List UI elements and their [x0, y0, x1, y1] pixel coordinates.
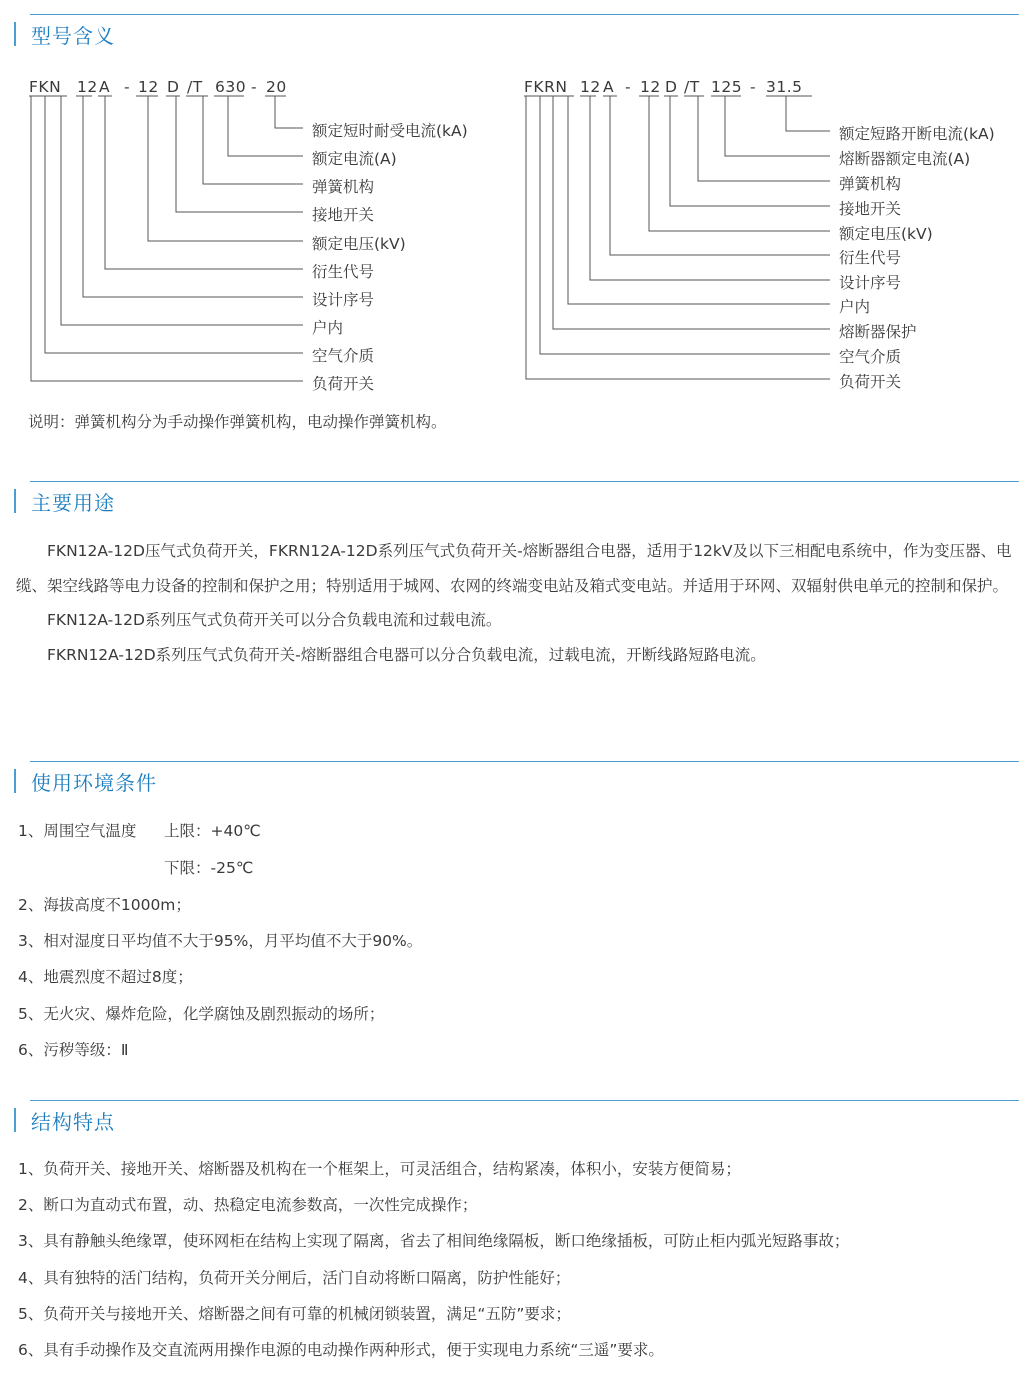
section-title: 主要用途: [31, 491, 115, 515]
model-label: 负荷开关: [312, 375, 375, 393]
model-label: 空气介质: [839, 348, 902, 366]
model-label: 空气介质: [312, 347, 375, 365]
code-part: A: [99, 78, 111, 96]
section-header-structure: [14, 1100, 1019, 1134]
structure-item: 3、具有静触头绝缘罩，使环网柜在结构上实现了隔离，省去了相间绝缘隔板，断口绝缘插板，可防止柜内弧光短路事故；: [18, 1232, 850, 1250]
usage-paragraph: FKRN12A-12D系列压气式负荷开关-熔断器组合电器可以分合负载电流，过载电流，开断线路短路电流。: [47, 645, 766, 664]
model-label: 衍生代号: [839, 249, 902, 267]
code-part: 125: [711, 78, 743, 96]
section-rule: [30, 761, 1019, 762]
code-part: 12: [580, 78, 601, 96]
model-label: 熔断器保护: [839, 323, 917, 341]
code-part: /T: [684, 78, 700, 96]
section-marker: [14, 1108, 16, 1132]
env-item: 5、无火灾、爆炸危险，化学腐蚀及剧烈振动的场所；: [18, 1005, 385, 1023]
env-lower-limit: 下限：-25℃: [164, 859, 254, 877]
model-label: 弹簧机构: [839, 175, 902, 193]
model-note: 说明：弹簧机构分为手动操作弹簧机构，电动操作弹簧机构。: [28, 413, 447, 431]
code-part: 12: [138, 78, 159, 96]
code-part: FKRN: [524, 78, 568, 96]
env-upper-limit: 上限：+40℃: [164, 822, 261, 840]
model-label: 额定电压(kV): [839, 225, 933, 243]
section-rule: [30, 481, 1019, 482]
usage-text: [16, 534, 1022, 672]
structure-item: 4、具有独特的活门结构，负荷开关分闸后，活门自动将断口隔离，防护性能好；: [18, 1269, 571, 1287]
model-label: 弹簧机构: [312, 178, 375, 196]
model-label: 户内: [312, 319, 344, 337]
code-part: A: [603, 78, 615, 96]
model-label: 衍生代号: [312, 263, 375, 281]
model-label: 额定电压(kV): [312, 235, 406, 253]
code-part: -: [124, 78, 131, 96]
code-part: 12: [77, 78, 98, 96]
model-label: 熔断器额定电流(A): [839, 150, 971, 168]
env-item: 2、海拔高度不1000m；: [18, 896, 191, 914]
section-marker: [14, 489, 16, 513]
structure-item: 1、负荷开关、接地开关、熔断器及机构在一个框架上，可灵活组合，结构紧凑，体积小，安装方便简易；: [18, 1160, 741, 1178]
model-label: 户内: [839, 298, 871, 316]
env-item: 4、地震烈度不超过8度；: [18, 968, 193, 986]
code-part: -: [251, 78, 258, 96]
usage-paragraph: FKN12A-12D系列压气式负荷开关可以分合负载电流和过载电流。: [47, 611, 502, 629]
section-marker: [14, 769, 16, 793]
usage-paragraph: FKN12A-12D压气式负荷开关，FKRN12A-12D系列压气式负荷开关-熔断器组合电器，适用于12kV及以下三相配电系统中，作为变压器、电缆、架空线路等电力设备的控制和保护之用；特别适用于城网、农网的终端变电站及箱式变电站。并适用于环网、双辐射供电单元的控制和保护。: [16, 542, 1012, 595]
model-label: 设计序号: [312, 291, 375, 309]
code-part: -: [625, 78, 632, 96]
structure-item: 6、具有手动操作及交直流两用操作电源的电动操作两种形式，便于实现电力系统“三遥”要求。: [18, 1341, 664, 1359]
env-item: 3、相对湿度日平均值不大于95%，月平均值不大于90%。: [18, 932, 423, 950]
env-item: 6、污秽等级：Ⅱ: [18, 1041, 129, 1059]
section-header-environment: [14, 761, 1019, 795]
code-part: 630: [215, 78, 247, 96]
structure-item: 5、负荷开关与接地开关、熔断器之间有可靠的机械闭锁装置，满足“五防”要求；: [18, 1305, 571, 1323]
model-label: 额定短路开断电流(kA): [839, 125, 995, 143]
code-part: /T: [187, 78, 203, 96]
model-label: 接地开关: [312, 206, 375, 224]
section-title: 型号含义: [31, 24, 115, 48]
code-part: -: [750, 78, 757, 96]
code-part: 12: [640, 78, 661, 96]
model-label: 负荷开关: [839, 373, 902, 391]
code-part: D: [665, 78, 678, 96]
section-title: 使用环境条件: [31, 771, 157, 795]
code-part: 31.5: [766, 78, 803, 96]
structure-item: 2、断口为直动式布置，动、热稳定电流参数高，一次性完成操作；: [18, 1196, 478, 1214]
code-part: FKN: [29, 78, 62, 96]
code-part: 20: [266, 78, 287, 96]
section-title: 结构特点: [31, 1110, 115, 1134]
model-label: 设计序号: [839, 274, 902, 292]
code-part: D: [167, 78, 180, 96]
section-header-usage: [14, 481, 1019, 515]
model-label: 额定短时耐受电流(kA): [312, 122, 468, 140]
env-item: 1、周围空气温度: [18, 822, 137, 840]
model-label: 接地开关: [839, 200, 902, 218]
section-rule: [30, 1100, 1019, 1101]
model-label: 额定电流(A): [312, 150, 397, 168]
